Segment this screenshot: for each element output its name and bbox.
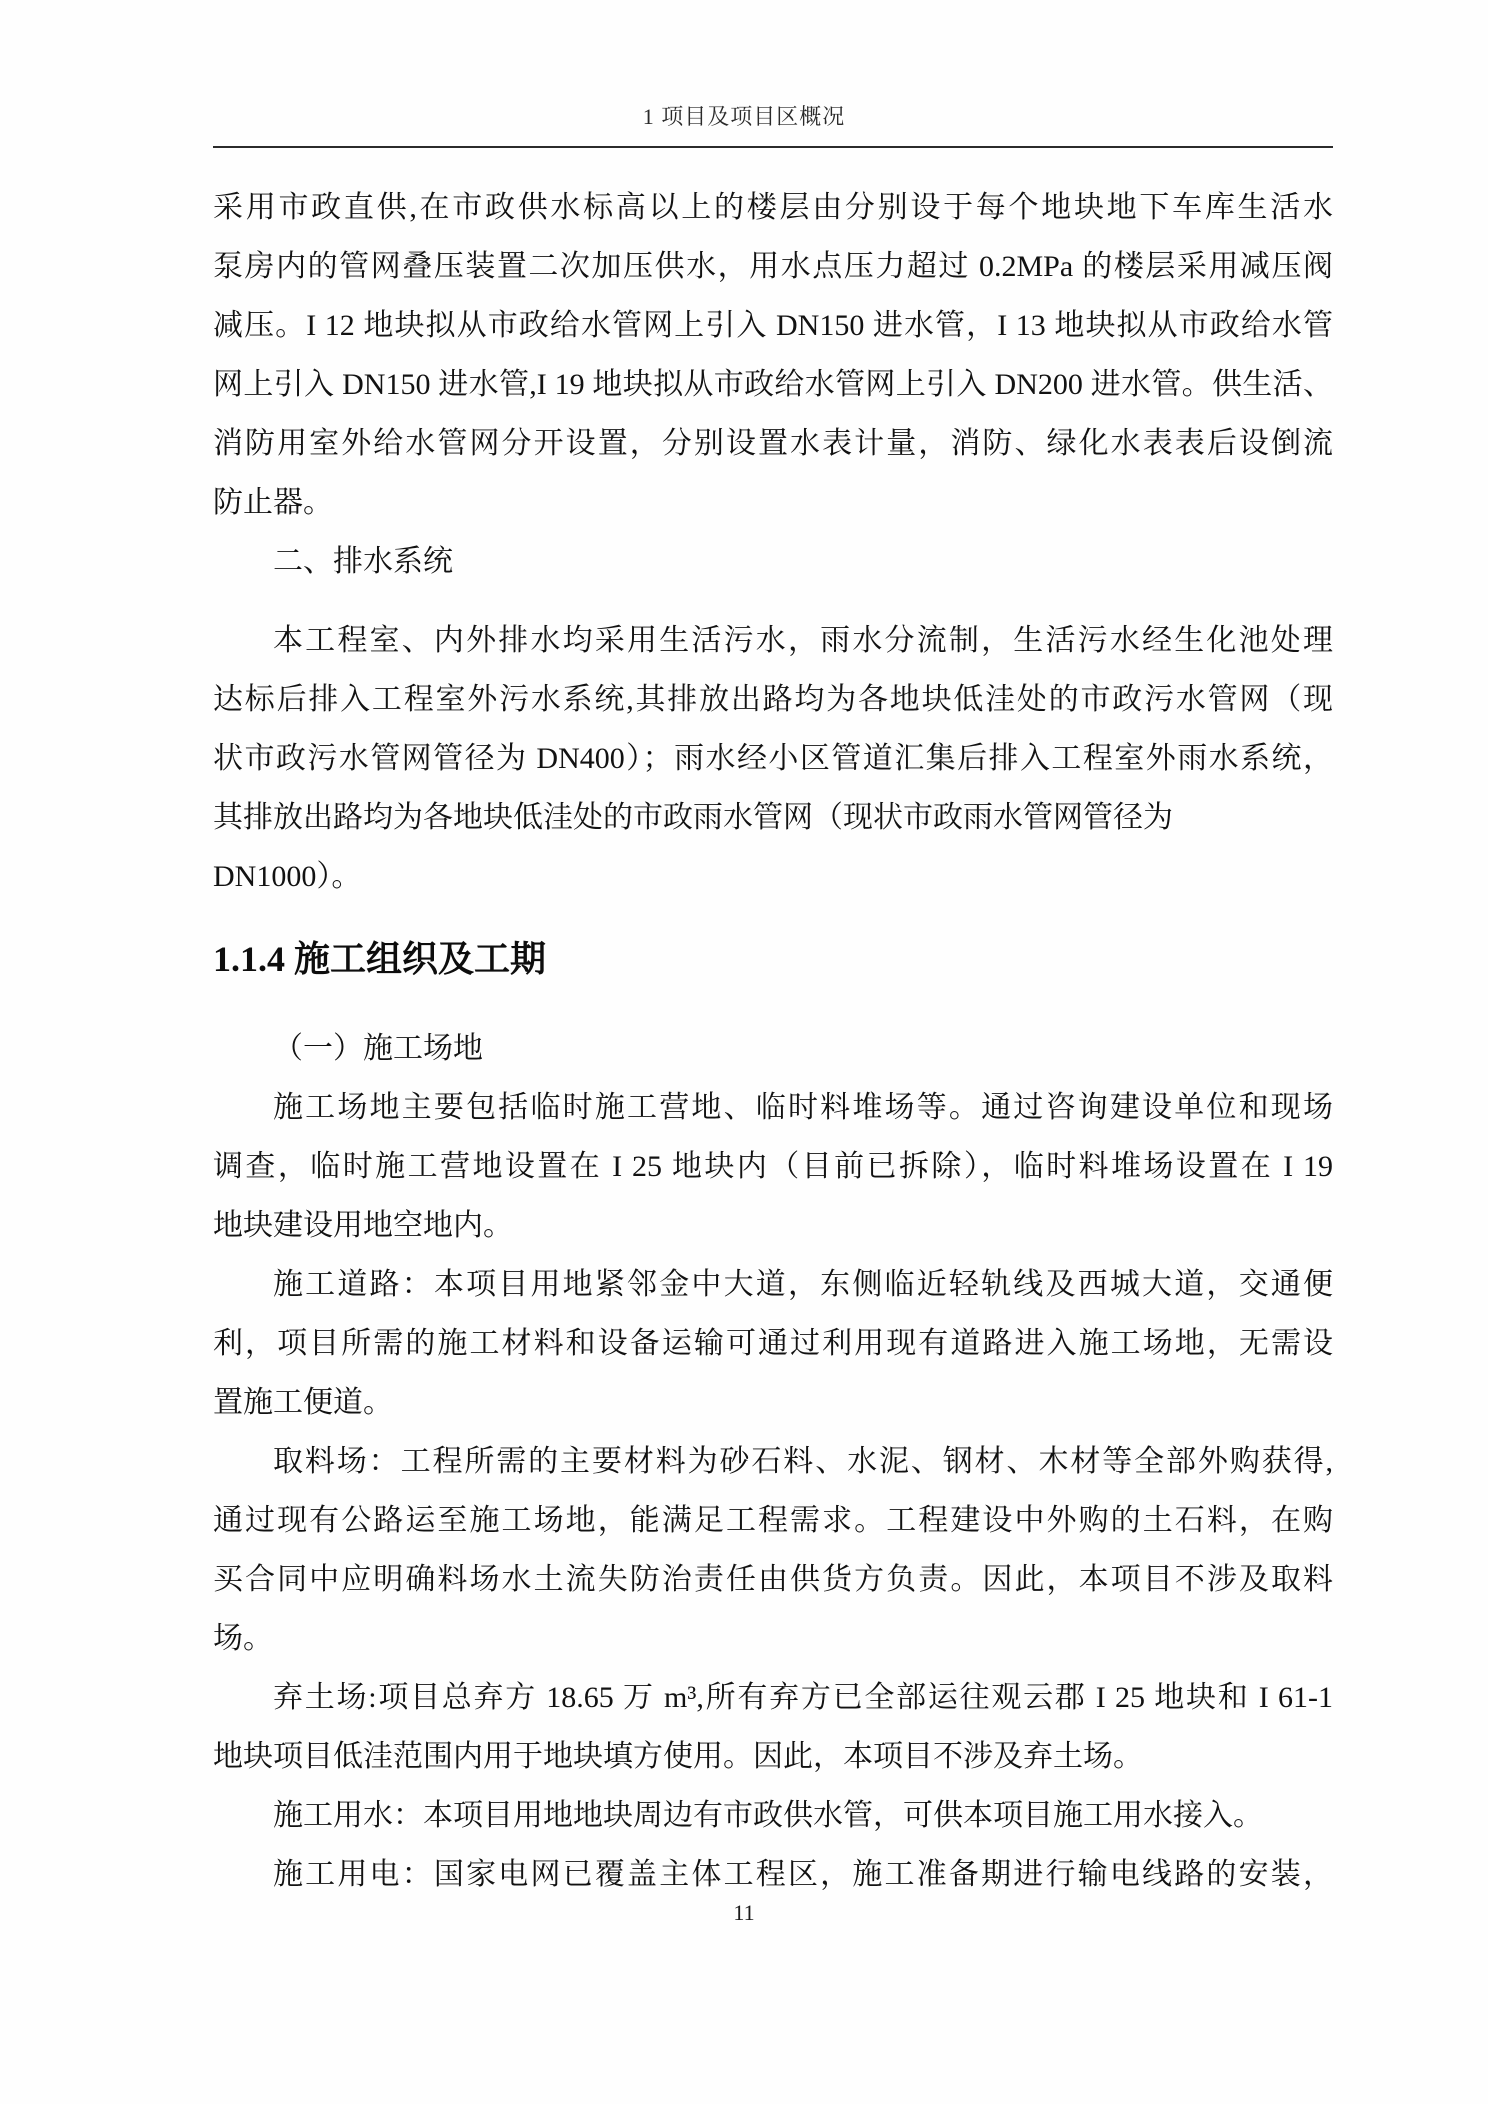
paragraph-construction-site — [213, 1078, 1333, 1255]
running-header-title: 1 项目及项目区概况 — [642, 104, 846, 129]
text-line: 采用市政直供,在市政供水标高以上的楼层由分别设于每个地块地下车库生活水 — [213, 191, 1333, 224]
text-line: 状市政污水管网管径为 DN400）；雨水经小区管道汇集后排入工程室外雨水系统， — [213, 742, 1333, 775]
text-line: 本工程室、内外排水均采用生活污水，雨水分流制，生活污水经生化池处理 — [273, 624, 1333, 657]
text-line: DN1000）。 — [213, 860, 362, 893]
text-line: 网上引入 DN150 进水管,I 19 地块拟从市政给水管网上引入 DN200 进水管。供生活、 — [213, 368, 1333, 401]
page-number: 11 — [733, 1900, 755, 1925]
paragraph-water-supply — [213, 178, 1333, 532]
text-line: 弃土场:项目总弃方 18.65 万 m³,所有弃方已全部运往观云郡 I 25 地块和 I 61-1 — [273, 1681, 1333, 1714]
text-line: 买合同中应明确料场水土流失防治责任由供货方负责。因此，本项目不涉及取料 — [213, 1563, 1333, 1596]
text-line: 调查，临时施工营地设置在 I 25 地块内（目前已拆除），临时料堆场设置在 I 19 — [213, 1150, 1333, 1183]
paragraph-construction-road — [213, 1255, 1333, 1432]
text-line: 取料场：工程所需的主要材料为砂石料、水泥、钢材、木材等全部外购获得, — [273, 1445, 1333, 1478]
text-line: 置施工便道。 — [213, 1386, 393, 1419]
text-line: 施工道路：本项目用地紧邻金中大道，东侧临近轻轨线及西城大道，交通便 — [273, 1268, 1333, 1301]
text-line: 利，项目所需的施工材料和设备运输可通过利用现有道路进入施工场地，无需设 — [213, 1327, 1333, 1360]
text-line: 施工场地主要包括临时施工营地、临时料堆场等。通过咨询建设单位和现场 — [273, 1091, 1333, 1124]
text-line: 减压。I 12 地块拟从市政给水管网上引入 DN150 进水管，I 13 地块拟从市政给水管 — [213, 309, 1333, 342]
text-line: 消防用室外给水管网分开设置，分别设置水表计量，消防、绿化水表表后设倒流 — [213, 427, 1333, 460]
paragraph-construction-power: 施工用电：国家电网已覆盖主体工程区，施工准备期进行输电线路的安装， — [273, 1858, 1333, 1891]
paragraph-drainage — [213, 611, 1333, 906]
subheading-drainage-system: 二、排水系统 — [273, 545, 453, 578]
paragraph-spoil-area — [213, 1668, 1333, 1786]
section-heading-1-1-4: 1.1.4 施工组织及工期 — [213, 939, 547, 979]
paragraph-construction-water: 施工用水：本项目用地地块周边有市政供水管，可供本项目施工用水接入。 — [273, 1799, 1263, 1832]
subheading-construction-site: （一）施工场地 — [273, 1032, 483, 1065]
text-line: 地块建设用地空地内。 — [213, 1209, 513, 1242]
header-divider-rule — [213, 146, 1333, 148]
text-line: 地块项目低洼范围内用于地块填方使用。因此，本项目不涉及弃土场。 — [213, 1740, 1143, 1773]
text-line: 场。 — [213, 1622, 273, 1655]
text-line: 达标后排入工程室外污水系统,其排放出路均为各地块低洼处的市政污水管网（现 — [213, 683, 1333, 716]
paragraph-borrow-area — [213, 1432, 1333, 1668]
text-line: 泵房内的管网叠压装置二次加压供水，用水点压力超过 0.2MPa 的楼层采用减压阀 — [213, 250, 1333, 283]
text-line: 其排放出路均为各地块低洼处的市政雨水管网（现状市政雨水管网管径为 — [213, 801, 1173, 834]
document-body — [213, 178, 1333, 1904]
text-line: 通过现有公路运至施工场地，能满足工程需求。工程建设中外购的土石料，在购 — [213, 1504, 1333, 1537]
text-line: 防止器。 — [213, 486, 333, 519]
